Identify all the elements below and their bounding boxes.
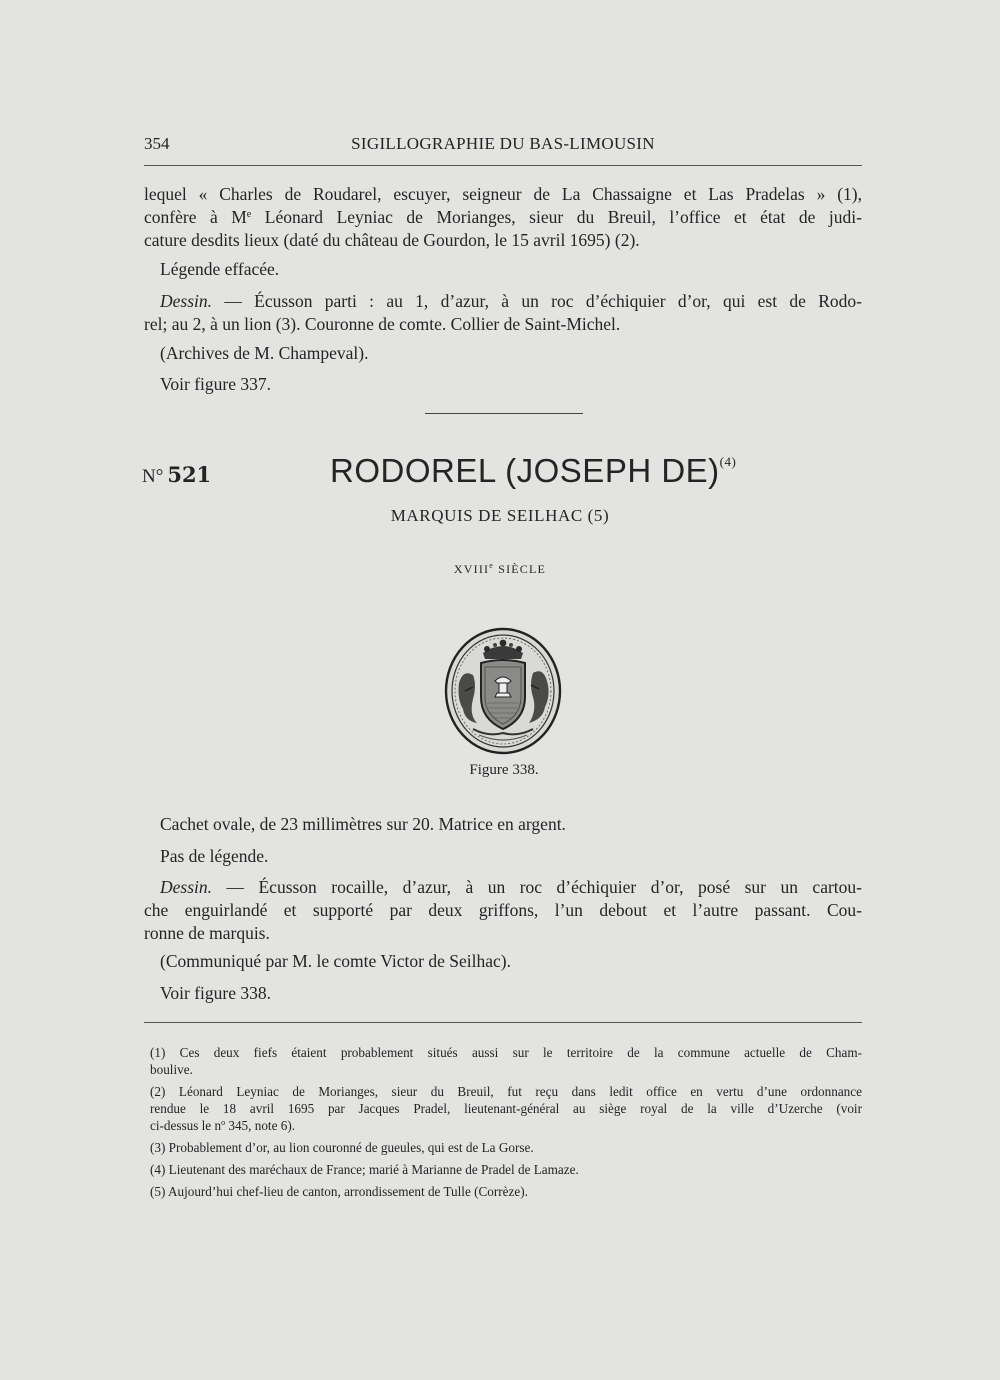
page-header (144, 134, 862, 160)
century-label: XVIIIe SIÈCLE (453, 561, 547, 576)
archive-source: (Archives de M. Champeval). (160, 343, 369, 363)
drawing-description (144, 876, 862, 945)
header-rule (144, 165, 862, 166)
text-line: rel; au 2, à un lion (3). Couronne de comte. Collier de Saint-Michel. (144, 314, 621, 334)
entry-title: RODOREL (JOSEPH DE)$^{(4)}$ (330, 452, 737, 489)
page-number: 354 (144, 134, 170, 153)
figure-reference: Voir figure 337. (160, 374, 271, 394)
text-line: cature desdits lieux (daté du château de Gourdon, le 15 avril 1695) (2). (144, 230, 640, 250)
seal-description: Cachet ovale, de 23 millimètres sur 20. Matrice en argent. (160, 814, 566, 834)
seal-image (443, 625, 563, 755)
legend-note: Pas de légende. (160, 846, 269, 866)
footnote-3: (3) Probablement d’or, au lion couronné de gueules, qui est de La Gorse. (150, 1140, 534, 1155)
section-divider (425, 413, 583, 414)
entry-number: N° 521 (142, 462, 212, 487)
figure-caption: Figure 338. (469, 762, 539, 778)
communication-source: (Communiqué par M. le comte Victor de Seilhac). (160, 951, 511, 971)
footnote-5: (5) Aujourd’hui chef-lieu de canton, arrondissement de Tulle (Corrèze). (150, 1184, 528, 1199)
footnote-2: (2) Léonard Leyniac de Morianges, sieur du Breuil, fut reçu dans ledit office en vertu d’une ordonnance rendue le 18 avril 1695 par Jacques Pradel, lieutenant-général au siège royal de la ville d’Uzerche (voir ci-dessus le $n^o$ 345, note 6). (150, 1084, 862, 1133)
text-line: confère à Me Léonard Leyniac de Morianges, sieur du Breuil, l’office et état de judi- (144, 207, 862, 227)
footnotes (150, 1044, 862, 1205)
footnote-rule (144, 1022, 862, 1023)
entry-subtitle: MARQUIS DE SEILHAC (5) (390, 506, 610, 525)
text-line: che enguirlandé et supporté par deux griffons, l’un debout et l’autre passant. Cou- (144, 900, 862, 920)
footnote-1: (1) Ces deux fiefs étaient probablement situés aussi sur le territoire de la commune actuelle de Cham- boulive. (150, 1045, 862, 1077)
drawing-description (144, 290, 862, 336)
text-line: lequel « Charles de Roudarel, escuyer, seigneur de La Chassaigne et Las Pradelas » (1), (144, 184, 862, 204)
previous-entry-text (144, 183, 862, 252)
figure-reference: Voir figure 338. (160, 983, 271, 1003)
footnote-4: (4) Lieutenant des maréchaux de France; marié à Marianne de Pradel de Lamaze. (150, 1162, 579, 1177)
running-title: SIGILLOGRAPHIE DU BAS-LIMOUSIN (351, 134, 655, 153)
text-line: Dessin. — Écusson parti : au 1, d’azur, à un roc d’échiquier d’or, qui est de Rodo- (160, 291, 862, 311)
text-line: Dessin. — Écusson rocaille, d’azur, à un roc d’échiquier d’or, posé sur un cartou- (160, 877, 862, 897)
legend-note: Légende effacée. (160, 259, 280, 279)
text-line: ronne de marquis. (144, 923, 270, 943)
